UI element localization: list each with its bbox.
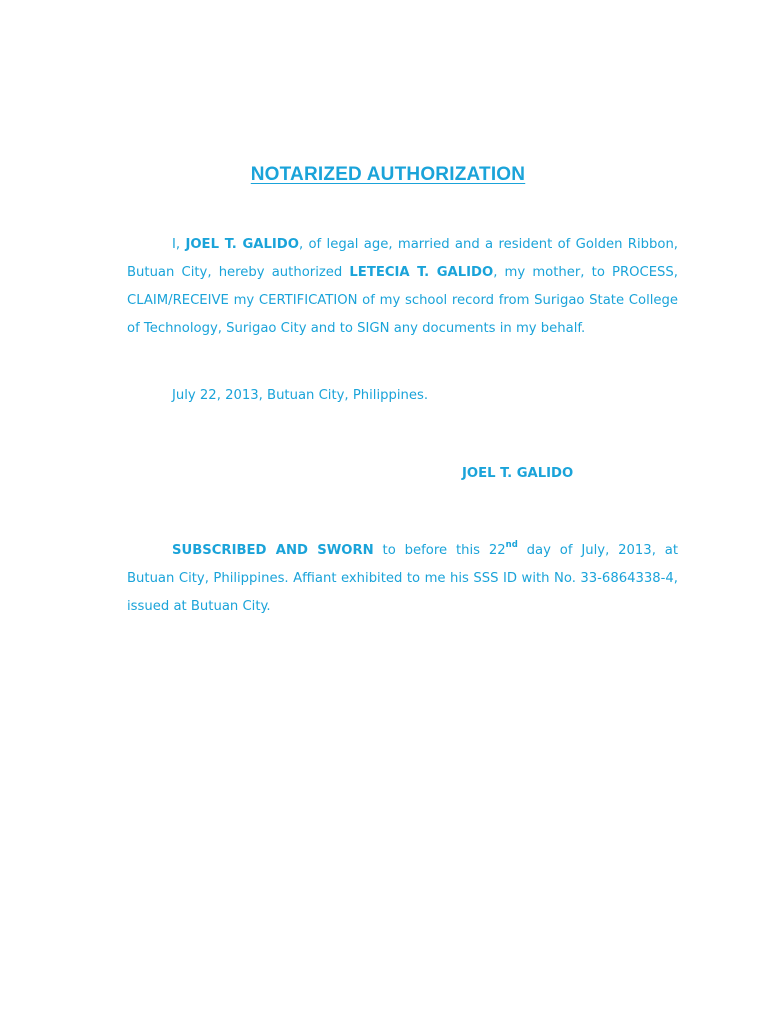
jurat-text-end: day of July, 2013, at Butuan City, Philippines. Affiant exhibited to me his SSS ID with No. 33-6864338-4, issued at Butuan City.	[127, 543, 678, 614]
paragraph-text-start: I,	[172, 237, 186, 252]
signatory-name: JOEL T. GALIDO	[462, 466, 574, 481]
authorized-person-name: LETECIA T. GALIDO	[349, 265, 494, 280]
date-place-line: July 22, 2013, Butuan City, Philippines.	[172, 388, 429, 403]
paragraph-text-middle: , of legal age, married and a resident of Golden Ribbon, Butuan City, hereby authorized	[127, 237, 678, 280]
paragraph-text-end: , my mother, to PROCESS, CLAIM/RECEIVE my CERTIFICATION of my school record from Surigao State College of Technology, Surigao City and to SIGN any documents in my behalf.	[127, 265, 678, 336]
document-title: NOTARIZED AUTHORIZATION	[250, 164, 526, 185]
ordinal-suffix: nd	[505, 540, 518, 550]
affiant-name: JOEL T. GALIDO	[185, 237, 299, 252]
jurat-text-start: to before this 22	[373, 543, 506, 558]
jurat-paragraph	[127, 537, 678, 621]
authorization-paragraph	[127, 231, 678, 343]
jurat-label: SUBSCRIBED AND SWORN	[172, 543, 374, 558]
